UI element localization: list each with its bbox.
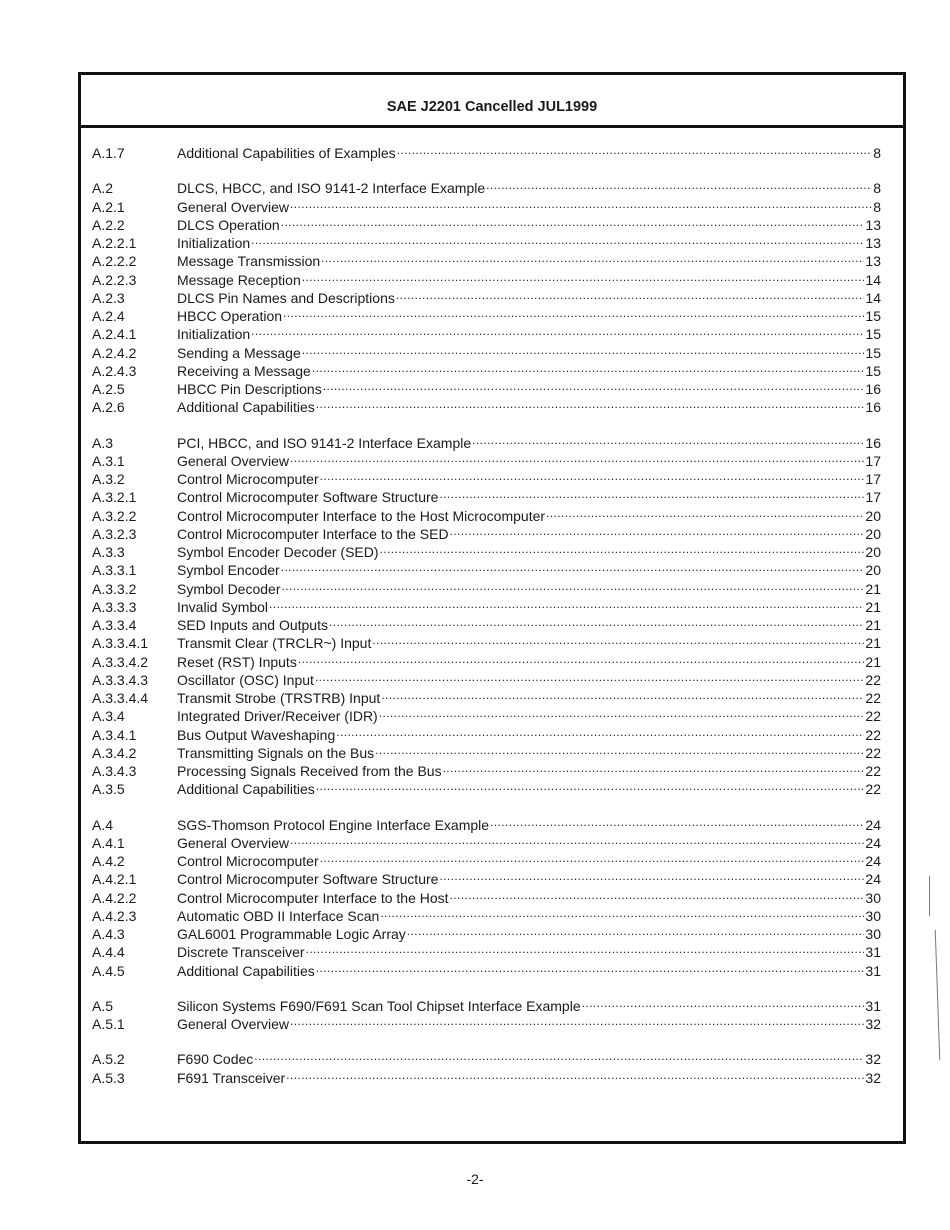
toc-section-number: A.5.3 [92, 1069, 125, 1086]
toc-dot-leader [379, 703, 865, 721]
toc-page-number: 13 [865, 253, 881, 270]
toc-section-title: Receiving a Message [177, 362, 311, 379]
toc-entry [92, 140, 881, 161]
toc-dot-leader [490, 812, 864, 830]
toc-section-title: Initialization [177, 326, 251, 343]
toc-section-title: DLCS Pin Names and Descriptions [177, 289, 395, 306]
toc-dot-leader [486, 175, 872, 193]
toc-section-number: A.2.4.1 [92, 326, 137, 343]
toc-section-number: A.2 [92, 180, 114, 197]
toc-section-number: A.3.3.3 [92, 598, 137, 615]
toc-dot-leader [397, 140, 873, 158]
toc-dot-leader [329, 612, 864, 630]
toc-dot-leader [321, 248, 864, 266]
toc-section-number: A.3.2.3 [92, 525, 137, 542]
toc-page-number: 16 [865, 434, 881, 451]
toc-section-number: A.2.2 [92, 216, 125, 233]
toc-section-number: A.2.3 [92, 289, 125, 306]
toc-section-title: Invalid Symbol [177, 598, 269, 615]
page-number: -2- [466, 1171, 484, 1187]
toc-page-number: 17 [865, 452, 881, 469]
toc-page-number: 20 [865, 544, 881, 560]
toc-section-title: Oscillator (OSC) Input [177, 671, 314, 688]
toc-dot-leader [336, 722, 864, 740]
toc-dot-leader [316, 394, 865, 412]
toc-page-number: 30 [865, 889, 881, 906]
toc-dot-leader [381, 685, 864, 703]
toc-section-number: A.4.2.2 [92, 889, 137, 906]
toc-section-title: Control Microcomputer Software Structure [177, 489, 439, 506]
toc-section-title: PCI, HBCC, and ISO 9141-2 Interface Example [177, 434, 472, 451]
toc-section-title: Transmit Strobe (TRSTRB) Input [177, 690, 381, 706]
toc-section-number: A.4.3 [92, 926, 125, 942]
toc-page-number: 31 [865, 997, 881, 1014]
toc-dot-leader [320, 466, 865, 484]
toc-dot-leader [283, 303, 864, 321]
toc-section-title: Automatic OBD II Interface Scan [177, 907, 380, 924]
toc-section-title: General Overview [177, 452, 290, 469]
toc-page-number: 15 [865, 326, 881, 343]
toc-page-number: 22 [865, 708, 881, 725]
toc-section-number: A.3.2 [92, 471, 125, 487]
toc-section-number: A.3.3.1 [92, 562, 137, 579]
toc-page-number: 21 [865, 617, 881, 633]
toc-section-number: A.3.3.4.1 [92, 635, 149, 652]
toc-page-number: 30 [865, 926, 881, 942]
toc-dot-leader [298, 649, 865, 667]
toc-section-title: HBCC Pin Descriptions [177, 381, 322, 397]
toc-section-number: A.4.2 [92, 853, 125, 869]
toc-section-title: F690 Codec [177, 1051, 254, 1068]
toc-section-title: SGS-Thomson Protocol Engine Interface Example [177, 816, 490, 833]
toc-section-number: A.3.2.1 [92, 489, 137, 506]
toc-section-number: A.3.4.1 [92, 726, 137, 743]
toc-section-title: Control Microcomputer Interface to the SED [177, 525, 449, 542]
toc-page-number: 32 [865, 1051, 881, 1068]
toc-section-number: A.3.4 [92, 708, 125, 725]
scan-artifact [929, 876, 930, 916]
toc-section-number: A.3.1 [92, 452, 125, 469]
toc-dot-leader [320, 848, 865, 866]
toc-section-title: Message Reception [177, 271, 301, 288]
toc-page-number: 16 [865, 381, 881, 397]
toc-section-number: A.3.3 [92, 544, 125, 560]
toc-section-title: Additional Capabilities [177, 399, 315, 416]
toc-page-number: 17 [865, 489, 881, 506]
toc-section-title: Additional Capabilities [177, 781, 315, 798]
toc-section-title: Silicon Systems F690/F691 Scan Tool Chipset Interface Example [177, 997, 581, 1014]
toc-page-number: 8 [873, 180, 881, 197]
toc-section-title: Symbol Decoder [177, 580, 281, 597]
toc-section-number: A.2.1 [92, 198, 125, 215]
toc-page-number: 31 [865, 944, 881, 961]
toc-dot-leader [302, 340, 865, 358]
toc-section-number: A.3.3.4.4 [92, 690, 149, 706]
toc-section-number: A.1.7 [92, 145, 125, 161]
toc-section-title: SED Inputs and Outputs [177, 617, 328, 633]
toc-dot-leader [439, 484, 864, 502]
toc-page-number: 14 [865, 289, 881, 306]
toc-section-title: Symbol Encoder [177, 562, 280, 579]
toc-section-number: A.4.1 [92, 834, 125, 851]
toc-section-title: Control Microcomputer [177, 853, 319, 869]
toc-section-title: Sending a Message [177, 344, 301, 361]
toc-section-number: A.3 [92, 434, 114, 451]
toc-dot-leader [450, 885, 865, 903]
toc-page-number: 22 [865, 781, 881, 798]
toc-dot-leader [302, 267, 865, 285]
toc-section-title: F691 Transceiver [177, 1069, 286, 1086]
toc-section-number: A.4.5 [92, 962, 125, 979]
toc-section-title: Integrated Driver/Receiver (IDR) [177, 708, 378, 725]
toc-section-title: Discrete Transceiver [177, 944, 305, 961]
toc-section-title: Transmit Clear (TRCLR~) Input [177, 635, 372, 652]
toc-dot-leader [407, 921, 865, 939]
toc-section-title: Processing Signals Received from the Bus [177, 763, 442, 779]
toc-dot-leader [290, 448, 864, 466]
toc-dot-leader [316, 776, 865, 794]
toc-dot-leader [312, 358, 865, 376]
toc-dot-leader [443, 758, 865, 776]
toc-page-number: 20 [865, 562, 881, 579]
toc-page-number: 14 [865, 271, 881, 288]
toc-section-title: Message Transmission [177, 253, 321, 270]
toc-page-number: 21 [865, 653, 881, 670]
toc-page-number: 22 [865, 671, 881, 688]
toc-dot-leader [282, 576, 865, 594]
toc-section-title: Bus Output Waveshaping [177, 726, 336, 743]
toc-page-number: 20 [865, 525, 881, 542]
toc-page-number: 8 [873, 145, 881, 161]
toc-section-number: A.2.6 [92, 399, 125, 416]
toc-dot-leader [254, 1046, 864, 1064]
toc-page-number: 30 [865, 907, 881, 924]
toc-section-number: A.2.4.3 [92, 362, 137, 379]
toc-page-number: 15 [865, 362, 881, 379]
toc-page-number: 15 [865, 344, 881, 361]
toc-dot-leader [251, 230, 864, 248]
toc-dot-leader [323, 376, 865, 394]
toc-dot-leader [290, 1011, 864, 1029]
toc-section-number: A.2.2.3 [92, 271, 137, 288]
toc-dot-leader [251, 321, 864, 339]
toc-section-number: A.3.4.3 [92, 763, 137, 779]
toc-section-title: Initialization [177, 235, 251, 251]
toc-dot-leader [290, 830, 864, 848]
table-of-contents [92, 140, 881, 1086]
toc-section-number: A.5.1 [92, 1016, 125, 1032]
toc-section-number: A.2.4 [92, 308, 125, 324]
toc-section-number: A.5.2 [92, 1051, 125, 1068]
toc-dot-leader [269, 594, 864, 612]
toc-section-number: A.3.2.2 [92, 507, 137, 524]
toc-dot-leader [439, 866, 864, 884]
toc-section-number: A.2.4.2 [92, 344, 137, 361]
toc-dot-leader [380, 539, 865, 557]
toc-section-number: A.2.2.2 [92, 253, 137, 270]
toc-section-number: A.2.5 [92, 381, 125, 397]
toc-page-number: 13 [865, 235, 881, 251]
toc-page-number: 24 [865, 834, 881, 851]
toc-section-number: A.5 [92, 997, 114, 1014]
toc-dot-leader [281, 557, 865, 575]
toc-section-number: A.4.2.3 [92, 907, 137, 924]
toc-page-number: 24 [865, 853, 881, 869]
toc-page-number: 16 [865, 399, 881, 416]
toc-dot-leader [306, 939, 865, 957]
toc-section-title: Control Microcomputer Interface to the Host Microcomputer [177, 507, 546, 524]
toc-section-title: General Overview [177, 834, 290, 851]
toc-dot-leader [281, 212, 865, 230]
toc-page-number: 21 [865, 598, 881, 615]
toc-page-number: 22 [865, 726, 881, 743]
toc-page-number: 31 [865, 962, 881, 979]
toc-dot-leader [472, 430, 864, 448]
toc-page-number: 32 [865, 1069, 881, 1086]
page-header [81, 75, 903, 128]
toc-page-number: 22 [865, 690, 881, 706]
toc-entry [92, 812, 881, 833]
toc-dot-leader [396, 285, 865, 303]
toc-section-title: Additional Capabilities [177, 962, 315, 979]
toc-dot-leader [546, 503, 864, 521]
toc-section-number: A.4 [92, 816, 114, 833]
scan-artifact [935, 930, 941, 1060]
toc-section-title: GAL6001 Programmable Logic Array [177, 926, 406, 942]
toc-dot-leader [286, 1065, 864, 1083]
toc-dot-leader [375, 740, 864, 758]
toc-section-number: A.4.2.1 [92, 871, 137, 888]
toc-page-number: 22 [865, 763, 881, 779]
toc-section-title: HBCC Operation [177, 308, 283, 324]
toc-section-number: A.3.3.4.3 [92, 671, 149, 688]
toc-section-title: General Overview [177, 1016, 290, 1032]
toc-section-title: Control Microcomputer Interface to the Host [177, 889, 449, 906]
toc-section-number: A.3.5 [92, 781, 125, 798]
toc-page-number: 15 [865, 308, 881, 324]
toc-page-number: 13 [865, 216, 881, 233]
toc-entry [92, 993, 881, 1014]
document-frame [78, 72, 906, 1144]
toc-entry [92, 175, 881, 197]
toc-entry [92, 1046, 881, 1068]
toc-section-number: A.3.4.2 [92, 744, 137, 761]
toc-dot-leader [290, 194, 872, 212]
toc-section-number: A.4.4 [92, 944, 125, 961]
toc-section-number: A.3.3.4.2 [92, 653, 149, 670]
toc-dot-leader [380, 903, 864, 921]
toc-section-title: DLCS, HBCC, and ISO 9141-2 Interface Example [177, 180, 486, 197]
toc-section-title: Symbol Encoder Decoder (SED) [177, 544, 379, 560]
toc-page-number: 21 [865, 635, 881, 652]
toc-page-number: 21 [865, 580, 881, 597]
toc-page-number: 22 [865, 744, 881, 761]
toc-section-title: Additional Capabilities of Examples [177, 145, 396, 161]
toc-section-number: A.3.3.2 [92, 580, 137, 597]
toc-section-title: DLCS Operation [177, 216, 280, 233]
toc-dot-leader [315, 667, 864, 685]
toc-page-number: 24 [865, 871, 881, 888]
toc-section-title: Control Microcomputer Software Structure [177, 871, 439, 888]
toc-entry [92, 430, 881, 451]
toc-page-number: 17 [865, 471, 881, 487]
toc-page-number: 32 [865, 1016, 881, 1032]
toc-section-number: A.2.2.1 [92, 235, 137, 251]
toc-section-title: General Overview [177, 198, 290, 215]
toc-dot-leader [372, 630, 864, 648]
toc-section-title: Control Microcomputer [177, 471, 319, 487]
toc-dot-leader [582, 993, 865, 1011]
toc-page-number: 8 [873, 198, 881, 215]
toc-page-number: 20 [865, 507, 881, 524]
toc-section-number: A.3.3.4 [92, 617, 137, 633]
header-title: SAE J2201 Cancelled JUL1999 [386, 99, 598, 115]
toc-dot-leader [316, 958, 865, 976]
toc-dot-leader [450, 521, 865, 539]
toc-page-number: 24 [865, 816, 881, 833]
toc-section-title: Reset (RST) Inputs [177, 653, 297, 670]
toc-section-title: Transmitting Signals on the Bus [177, 744, 375, 761]
